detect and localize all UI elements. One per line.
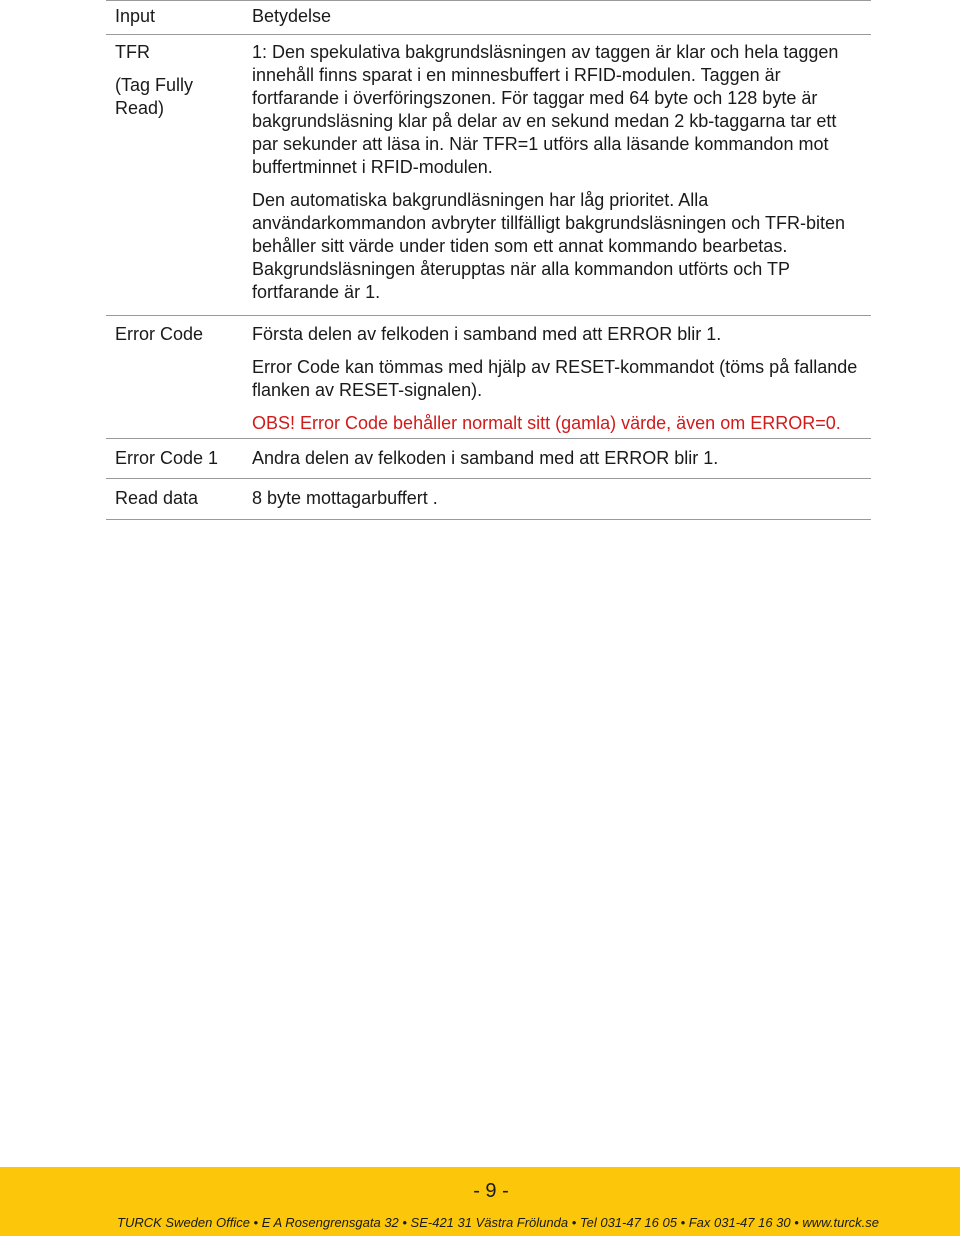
- error-code-input: Error Code: [115, 324, 204, 344]
- table-row-error-code: [106, 316, 871, 439]
- tfr-meaning-cell: [252, 41, 871, 315]
- error-code-meaning-cell: [252, 323, 871, 438]
- obs-label: OBS!: [252, 413, 296, 433]
- table-row-error-code-1: [106, 439, 871, 479]
- read-data-meaning-cell: [252, 487, 871, 510]
- company-address: TURCK Sweden Office • E A Rosengrensgata 32 • SE-421 31 Västra Frölunda • Tel 031-47 16 05 • Fax 031-47 16 30 • www.turck.se: [117, 1215, 879, 1230]
- read-data-input: Read data: [115, 488, 199, 508]
- tfr-input-sublabel-1: (Tag Fully: [115, 75, 194, 95]
- header-input: Input: [115, 6, 156, 26]
- table-row-tfr: [106, 35, 871, 316]
- definition-table: [106, 0, 871, 520]
- error-code-1-meaning: Andra delen av felkoden i samband med att ERROR blir 1.: [252, 448, 719, 468]
- tfr-input-label: TFR: [115, 42, 150, 62]
- page-footer: [0, 1167, 960, 1236]
- tfr-input-cell: [106, 41, 252, 315]
- obs-text: Error Code behåller normalt sitt (gamla) värde, även om ERROR=0.: [295, 413, 841, 433]
- tfr-input-sublabel-2: Read): [115, 98, 165, 118]
- table-row-read-data: [106, 479, 871, 520]
- error-code-paragraph-2: Error Code kan tömmas med hjälp av RESET-kommandot (töms på fallande flanken av RESET-signalen).: [252, 357, 858, 400]
- tfr-paragraph-2: Den automatiska bakgrundläsningen har låg prioritet. Alla användarkommandon avbryter tillfälligt bakgrundsläsningen och TFR-biten behåller sitt värde under tiden som ett annat kommando bearbetas. Bakgrundsläsningen återupptas när alla kommandon utförts och TP fortfarande är 1.: [252, 190, 845, 302]
- header-meaning: Betydelse: [252, 6, 332, 26]
- error-code-warning: [252, 412, 863, 435]
- error-code-1-meaning-cell: [252, 447, 871, 470]
- tfr-paragraph-1: 1: Den spekulativa bakgrundsläsningen av taggen är klar och hela taggen innehåll finns sparat i en minnesbuffert i RFID-modulen. Taggen är fortfarande i överföringszonen. För taggar med 64 byte och 128 byte är bakgrundsläsning klar på delar av en sekund medan 2 kb-taggarna tar ett par sekunder att läsa in. När TFR=1 utförs alla läsande kommandon mot buffertminnet i RFID-modulen.: [252, 42, 839, 177]
- table-header-row: [106, 0, 871, 35]
- error-code-paragraph-1: Första delen av felkoden i samband med att ERROR blir 1.: [252, 324, 722, 344]
- error-code-1-input: Error Code 1: [115, 448, 219, 468]
- read-data-meaning: 8 byte mottagarbuffert .: [252, 488, 438, 508]
- page-number: - 9 -: [473, 1180, 509, 1202]
